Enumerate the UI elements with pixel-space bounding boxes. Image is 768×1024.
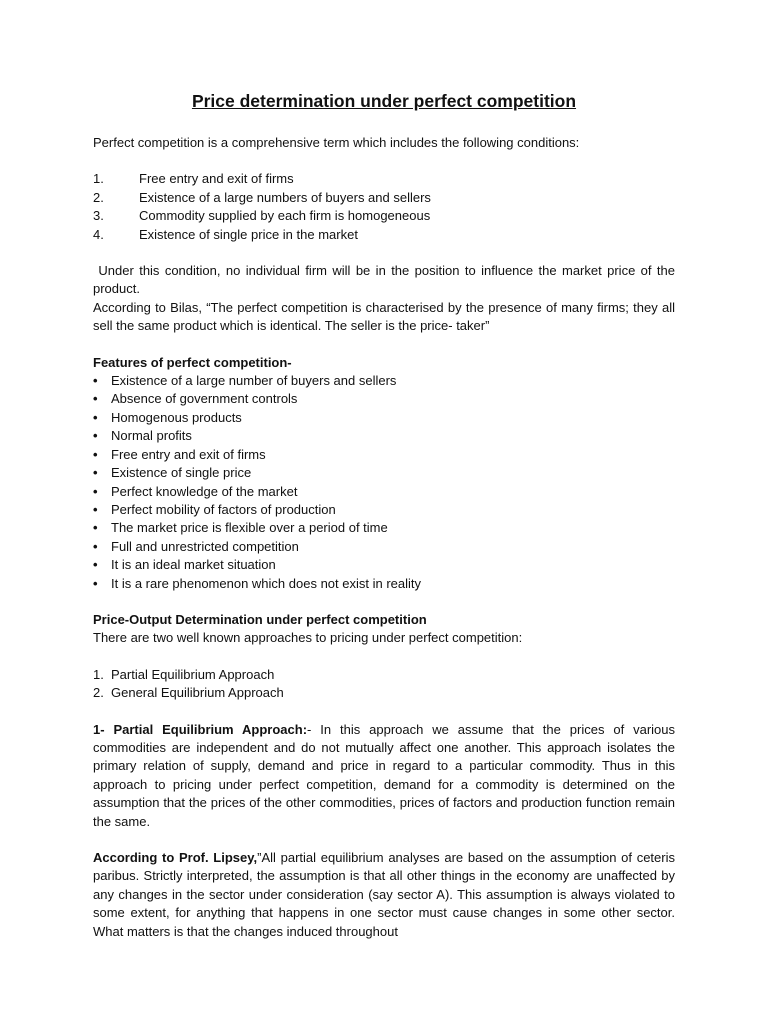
list-item	[93, 464, 675, 482]
list-text: The market price is flexible over a period of time	[111, 520, 388, 536]
bullet-icon: •	[93, 373, 98, 389]
list-text: Existence of single price in the market	[139, 226, 358, 242]
approaches-intro: There are two well known approaches to pricing under perfect competition:	[93, 630, 523, 646]
spacer	[93, 336, 675, 354]
condition-paragraph: Under this condition, no individual firm will be in the position to influence the market price of the product.	[93, 263, 679, 297]
partial-equilibrium-text: - In this approach we assume that the prices of various commodities are independent and do not mutually affect one another. This approach isolates the primary relation of supply, demand and price in regard to a particular commodity. Thus in this approach to pricing under perfect competition, demand for a commodity is determined on the assumption that the prices of the other commodities, prices of factors and production function remain the same.	[93, 721, 675, 829]
partial-equilibrium-label: 1- Partial Equilibrium Approach:	[93, 721, 308, 737]
spacer	[93, 593, 675, 611]
bullet-icon: •	[93, 409, 98, 425]
list-number: 2.	[93, 189, 104, 205]
list-item	[93, 446, 675, 464]
list-text: Perfect knowledge of the market	[111, 483, 298, 499]
bullet-icon: •	[93, 465, 98, 481]
features-list	[93, 372, 675, 593]
list-number: 4.	[93, 226, 104, 242]
lipsey-label: According to Prof. Lipsey,	[93, 850, 258, 865]
list-item	[93, 207, 675, 225]
list-text: Homogenous products	[111, 409, 242, 425]
list-text: Free entry and exit of firms	[111, 446, 266, 462]
list-number: 1.	[93, 171, 104, 187]
list-item	[93, 556, 675, 574]
list-item	[93, 501, 675, 519]
list-text: Full and unrestricted competition	[111, 538, 299, 554]
lipsey-paragraph	[93, 849, 675, 941]
bullet-icon: •	[93, 520, 98, 536]
features-heading: Features of perfect competition-	[93, 354, 292, 370]
bullet-icon: •	[93, 538, 98, 554]
list-number: 2.	[93, 685, 104, 701]
price-output-heading: Price-Output Determination under perfect competition	[93, 611, 427, 627]
bullet-icon: •	[93, 391, 98, 407]
list-item	[93, 170, 675, 188]
bullet-icon: •	[93, 575, 98, 591]
spacer	[93, 831, 675, 849]
partial-equilibrium-paragraph	[93, 721, 675, 831]
spacer	[93, 703, 675, 721]
list-text: It is an ideal market situation	[111, 557, 276, 573]
spacer	[93, 152, 675, 170]
bilas-quote: According to Bilas, “The perfect competition is characterised by the presence of many firms; they all sell the same product which is identical. The seller is the price- taker”	[93, 299, 675, 334]
bullet-icon: •	[93, 428, 98, 444]
list-item	[93, 189, 675, 207]
list-text: Existence of a large numbers of buyers and sellers	[139, 189, 431, 205]
list-item	[93, 390, 675, 408]
list-text: Commodity supplied by each firm is homogeneous	[139, 208, 431, 224]
bullet-icon: •	[93, 446, 98, 462]
lipsey-text: ”All partial equilibrium analyses are based on the assumption of ceteris paribus. Strictly interpreted, the assumption is that all other things in the economy are unaffected by any changes in the sector under consideration (say sector A). This assumption is always violated to some extent, for anything that happens in one sector must cause changes in some other sector. What matters is that the changes induced throughout	[93, 850, 675, 939]
list-item	[93, 226, 675, 244]
list-text: Free entry and exit of firms	[139, 171, 294, 187]
bullet-icon: •	[93, 483, 98, 499]
list-item	[93, 483, 675, 501]
list-text: Absence of government controls	[111, 391, 298, 407]
conditions-list	[93, 170, 675, 244]
list-item	[93, 684, 675, 702]
list-item	[93, 538, 675, 556]
list-item	[93, 575, 675, 593]
bullet-icon: •	[93, 557, 98, 573]
list-item	[93, 409, 675, 427]
approaches-list	[93, 666, 675, 703]
list-text: Partial Equilibrium Approach	[111, 666, 275, 682]
list-text: Perfect mobility of factors of production	[111, 501, 336, 517]
list-text: Normal profits	[111, 428, 192, 444]
list-number: 1.	[93, 666, 104, 682]
list-item	[93, 519, 675, 537]
list-text: General Equilibrium Approach	[111, 685, 284, 701]
bullet-icon: •	[93, 501, 98, 517]
list-item	[93, 427, 675, 445]
document-title: Price determination under perfect competition	[191, 91, 577, 111]
list-item	[93, 666, 675, 684]
list-text: Existence of a large number of buyers and sellers	[111, 373, 397, 389]
list-text: Existence of single price	[111, 465, 252, 481]
list-item	[93, 372, 675, 390]
document-page	[93, 88, 679, 941]
list-number: 3.	[93, 208, 104, 224]
spacer	[93, 648, 675, 666]
intro-paragraph: Perfect competition is a comprehensive term which includes the following conditions:	[93, 135, 580, 150]
spacer	[93, 244, 675, 262]
list-text: It is a rare phenomenon which does not exist in reality	[111, 575, 422, 591]
